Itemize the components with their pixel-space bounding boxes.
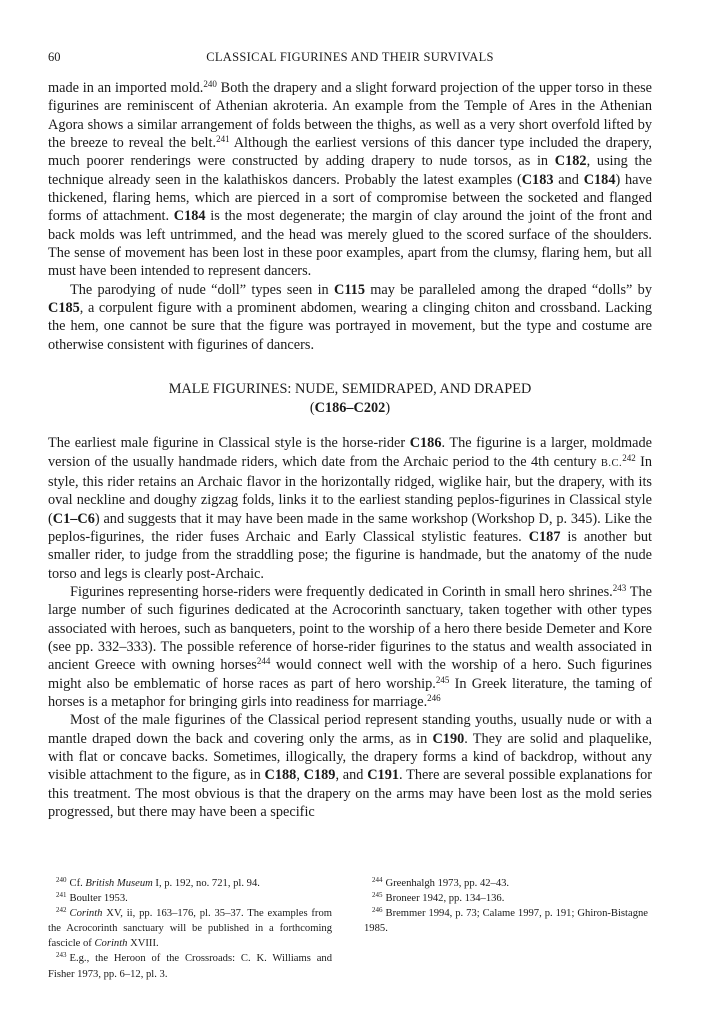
catalogue-ref: C188 [264, 767, 297, 784]
small-caps-bc: B.C. [600, 457, 623, 469]
paragraph-5: Most of the male figurines of the Classical period represent standing youths, usually nude or with a mantle draped down the back and covering only the arms, as in C190. They are solid and plaquelike, with flat or concave backs. Sometimes, illogically, the drapery forms a kind of backdrop, without any visible attachment to the figure, as in C188, C189, and C191. There are several possible explanations for this treatment. The most obvious is that the drapery on the arms may have been lost as the mold series progressed, but there may have been a specific [48, 712, 652, 821]
catalogue-ref: C183 [521, 171, 554, 188]
footnote-ref[interactable]: 242 [622, 452, 636, 463]
running-header [48, 50, 652, 68]
footnote-ref[interactable]: 240 [203, 79, 217, 89]
section-heading-range: (C186–C202) [309, 400, 391, 417]
footnote-242: $^{242}$ Corinth XV, ii, pp. 163–176, pl. 35–37. The examples from the Acrocorinth sanctuary will be published in a forthcoming fascicle of Corinth XVIII. [48, 906, 332, 950]
footnote-246: $^{246}$ Bremmer 1994, p. 73; Calame 1997, p. 191; Ghiron-Bistagne 1985. [364, 906, 648, 935]
catalogue-ref: C184 [583, 171, 616, 188]
catalogue-ref: C187 [528, 528, 561, 545]
catalogue-ref: C189 [303, 767, 336, 784]
catalogue-ref: C191 [367, 767, 399, 784]
footnote-240: $^{240}$ Cf. British Museum I, p. 192, no. 721, pl. 94. [56, 876, 260, 889]
footnote-ref[interactable]: 243 [612, 582, 627, 593]
footnote-ref[interactable]: 244 [256, 656, 271, 667]
catalogue-ref: C186 [409, 435, 442, 452]
section-heading [48, 380, 652, 418]
section-heading-title: MALE FIGURINES: NUDE, SEMIDRAPED, AND DRAPED [168, 381, 532, 398]
footnote-244: $^{244}$ Greenhalgh 1973, pp. 42–43. [372, 876, 510, 889]
paragraph-2: The parodying of nude “doll” types seen in C115 may be paralleled among the draped “dolls” by C185, a corpulent figure with a prominent abdomen, wearing a clinging chiton and crossband. Lacking the hem, one cannot be sure that the figure was portrayed in movement, but the type and costume are otherwise consistent with figurines of dancers. [48, 281, 652, 353]
paragraph-4: Figurines representing horse-riders were frequently dedicated in Corinth in small hero shrines.$^{243}$ The large number of such figurines dedicated at the Acrocorinth sanctuary, taken together with other types associated with heroes, such as banqueters, point to the worship of a hero there beside Demeter and Kore (see pp. 332–333). The possible reference of horse-rider figurines to the status and wealth associated in ancient Greece with owning horses$^{244}$ would connect well with the worship of a hero. Such figurines might also be emblematic of horse races as part of hero worship.$^{245}$ In Greek literature, the taming of horses is a metaphor for bringing girls into readiness for marriage.$^{246}$ [48, 582, 652, 710]
footnote-ref[interactable]: 246 [427, 692, 441, 703]
body-text [48, 79, 652, 821]
catalogue-ref: C190 [432, 730, 465, 747]
footnote-245: $^{245}$ Broneer 1942, pp. 134–136. [372, 891, 505, 905]
running-title: CLASSICAL FIGURINES AND THEIR SURVIVALS [206, 50, 494, 64]
footnotes-left-column [48, 876, 332, 982]
catalogue-ref: C115 [334, 281, 365, 298]
footnote-241: $^{241}$ Boulter 1953. [56, 891, 128, 905]
catalogue-ref: C182 [554, 153, 587, 170]
page-number: 60 [48, 50, 61, 64]
paragraph-1: made in an imported mold.$^{240}$ Both the drapery and a slight forward projection of the upper torso in these figurines are reminiscent of Athenian akroteria. An example from the Temple of Ares in the Athenian Agora shows a similar arrangement of folds between the thighs, as well as a very short overfold lifted by the breeze to reveal the belt.$^{241}$ Although the earliest versions of this dancer type included the drapery, much poorer renderings were constructed by adding drapery to nude torsos, as in C182, using the technique already seen in the kalathiskos dancers. Probably the latest examples (C183 and C184) have thickened, flaring hems, which are pierced in a sort of compromise between the socketed and flanged forms of attachment. C184 is the most degenerate; the margin of clay around the joint of the front and back molds was left untrimmed, and the head was merely glued to the scored surface of the shoulders. The sense of movement has been lost in these poor examples, apart from the clumsy, flaring hem, but all must have been intended to represent dancers. [48, 79, 653, 280]
footnotes-right-column [364, 876, 648, 936]
footnote-243: $^{243}$ E.g., the Heroon of the Crossroads: C. K. Williams and Fisher 1973, pp. 6–12, pl. 3. [48, 951, 332, 980]
paragraph-3: The earliest male figurine in Classical style is the horse-rider C186. The figurine is a larger, moldmade version of the usually handmade riders, which date from the Archaic period to the 4th century B.C.$^{242}$ In style, this rider retains an Archaic flavor in the horizontally ridged, wiglike hair, but the drapery, with its oval neckline and doughy zigzag folds, links it to the earliest standing peplos-figurines in Classical style (C1–C6) and suggests that it may have been made in the same workshop (Workshop D, p. 345). Like the peplos-figurines, the rider fuses Archaic and Early Classical stylistic features. C187 is another but smaller rider, to judge from the straddling pose; the figurine is handmade, but the anatomy of the nude torso and legs is clearly post-Archaic. [48, 435, 653, 582]
footnote-ref[interactable]: 245 [435, 674, 450, 685]
footnote-ref[interactable]: 241 [216, 134, 230, 145]
catalogue-ref: C185 [48, 300, 80, 317]
catalogue-ref: C1–C6 [52, 510, 95, 527]
catalogue-ref: C184 [173, 208, 206, 225]
